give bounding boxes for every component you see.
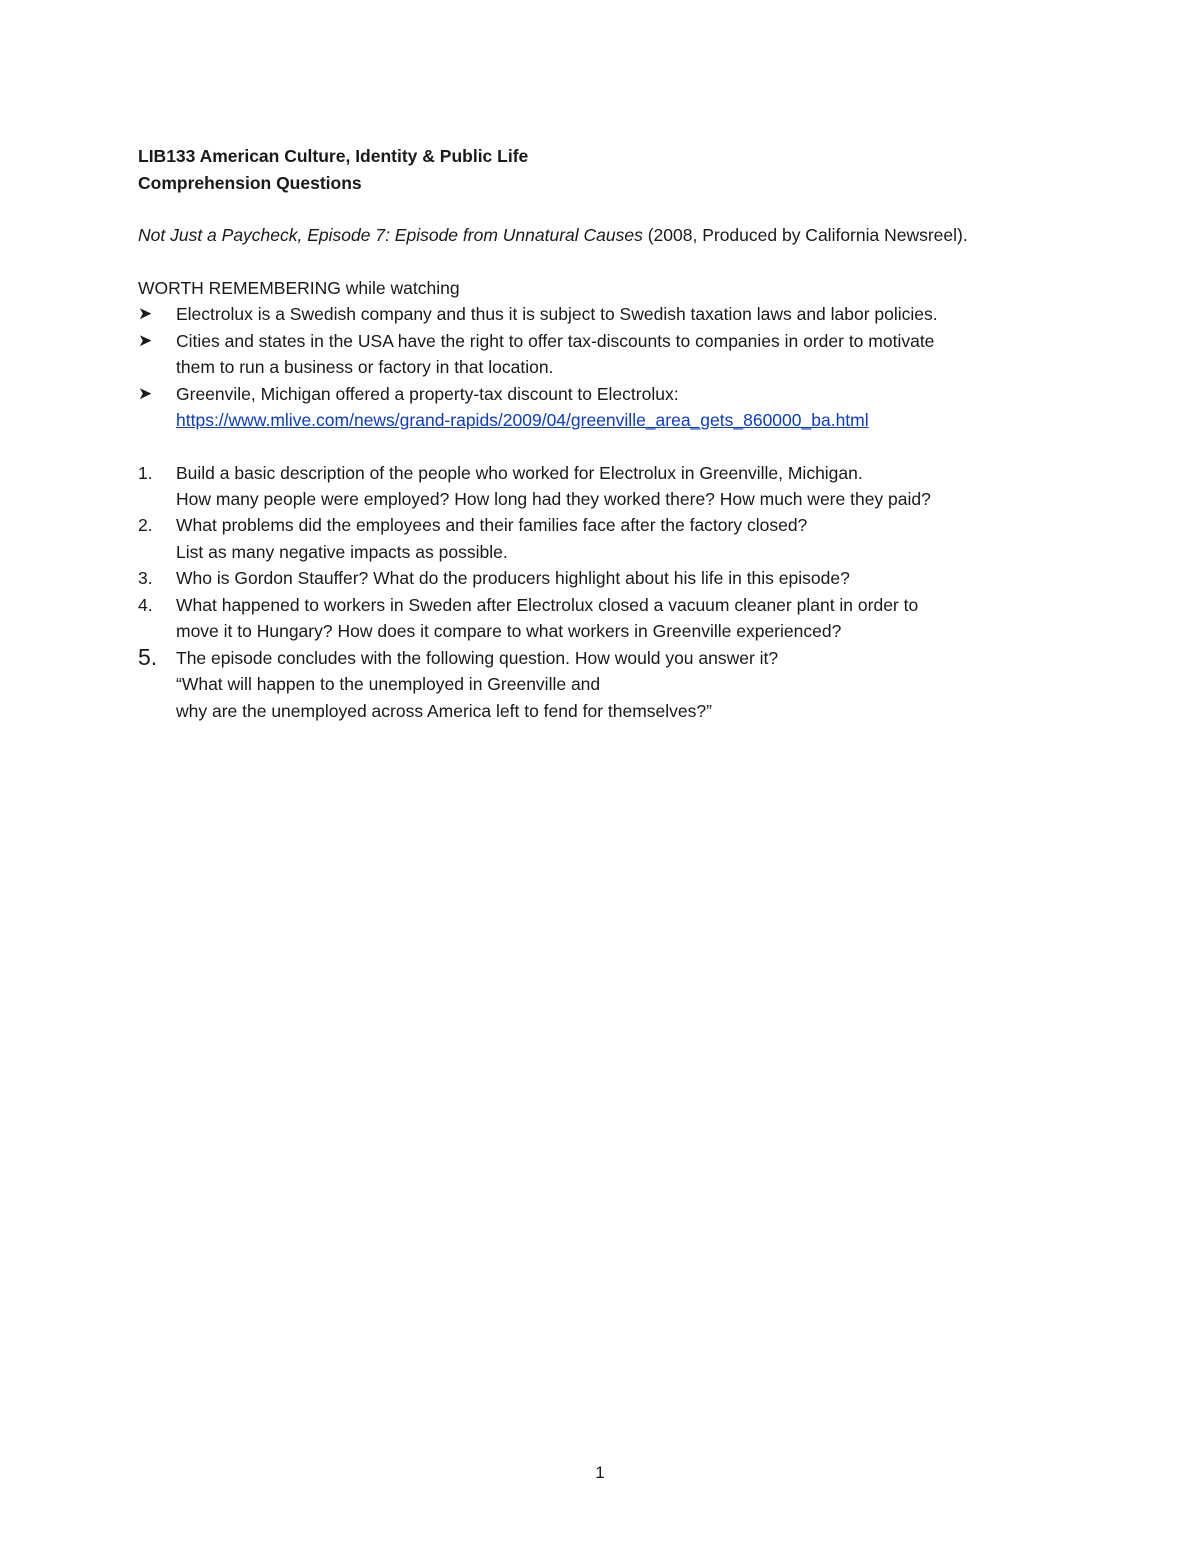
course-title: LIB133 American Culture, Identity & Public Life <box>138 146 529 166</box>
arrow-bullet-icon: ➤ <box>138 384 153 403</box>
document-subtitle: Comprehension Questions <box>138 173 362 193</box>
question-text: How many people were employed? How long had they worked there? How much were they paid? <box>176 489 931 509</box>
arrow-bullet-icon: ➤ <box>138 331 153 350</box>
citation-title: Not Just a Paycheck, Episode 7: Episode from Unnatural Causes <box>138 225 643 245</box>
question-text: why are the unemployed across America left to fend for themselves?” <box>176 701 712 721</box>
question-text: The episode concludes with the following question. How would you answer it? <box>176 648 779 668</box>
question-text: “What will happen to the unemployed in Greenville and <box>176 674 601 694</box>
episode-citation <box>138 222 968 248</box>
bullet-text: Greenvile, Michigan offered a property-tax discount to Electrolux: <box>176 384 679 404</box>
question-text: What happened to workers in Sweden after Electrolux closed a vacuum cleaner plant in order to <box>176 595 919 615</box>
bullet-text: Cities and states in the USA have the right to offer tax-discounts to companies in order to motivate <box>176 331 935 351</box>
question-text: List as many negative impacts as possible. <box>176 542 508 562</box>
bullet-text: Electrolux is a Swedish company and thus it is subject to Swedish taxation laws and labor policies. <box>176 304 938 324</box>
mlive-article-link[interactable] <box>176 407 869 433</box>
question-number: 5. <box>138 644 158 670</box>
question-text: Who is Gordon Stauffer? What do the producers highlight about his life in this episode? <box>176 568 850 588</box>
question-number: 1. <box>138 463 153 483</box>
question-number: 2. <box>138 515 153 535</box>
bullet-text: them to run a business or factory in that location. <box>176 357 554 377</box>
arrow-bullet-icon: ➤ <box>138 304 153 323</box>
page-number: 1 <box>595 1463 605 1482</box>
question-text: move it to Hungary? How does it compare to what workers in Greenville experienced? <box>176 621 842 641</box>
mlive-article-link-text[interactable]: https://www.mlive.com/news/grand-rapids/2009/04/greenville_area_gets_860000_ba.html <box>176 410 869 430</box>
citation-details: (2008, Produced by California Newsreel). <box>642 225 968 245</box>
worth-remembering-heading: WORTH REMEMBERING while watching <box>138 278 460 298</box>
question-text: Build a basic description of the people who worked for Electrolux in Greenville, Michigan. <box>176 463 863 483</box>
question-text: What problems did the employees and their families face after the factory closed? <box>176 515 808 535</box>
question-number: 4. <box>138 595 153 615</box>
question-number: 3. <box>138 568 153 588</box>
